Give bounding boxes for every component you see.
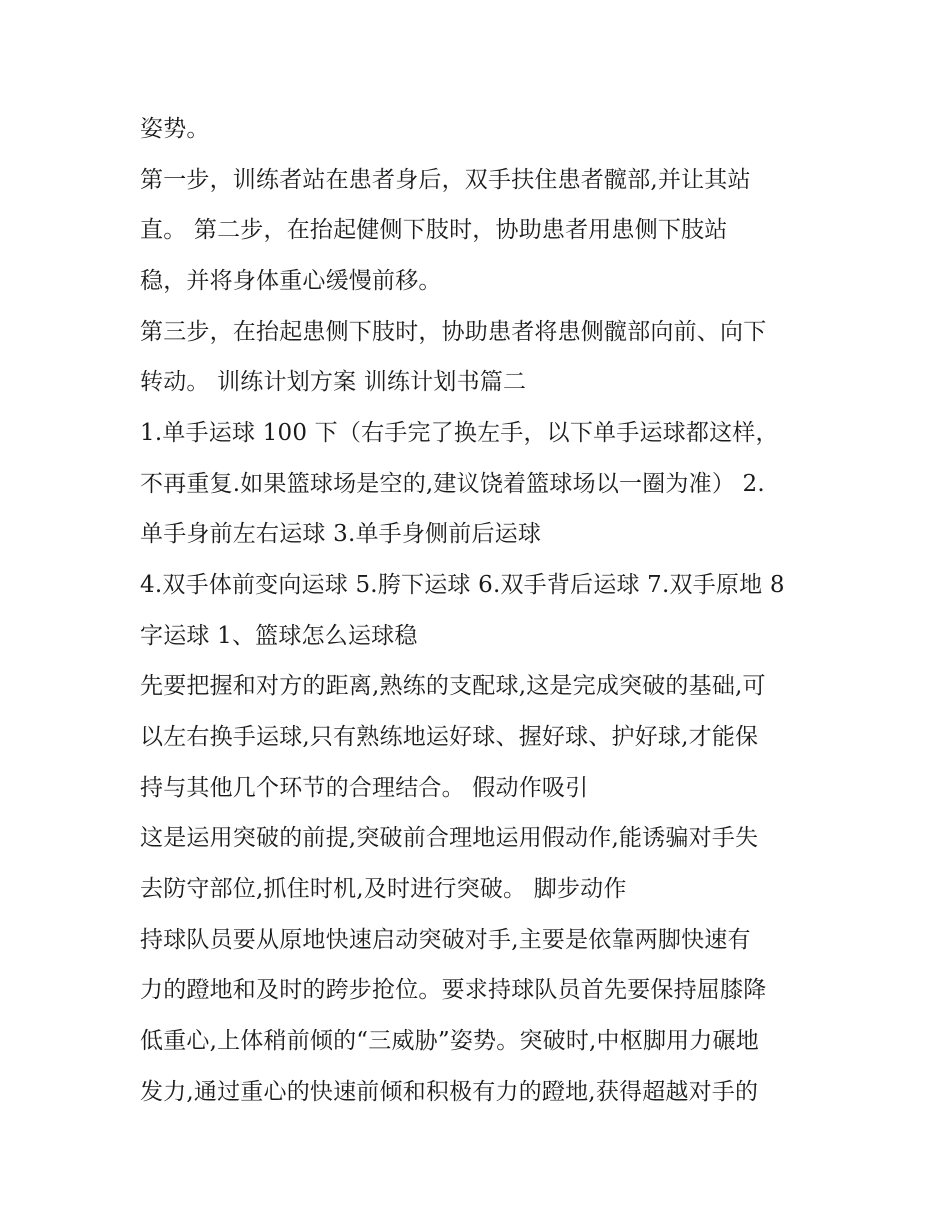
text-line: 姿势。 — [140, 116, 210, 142]
text-line: 单手身前左右运球 3.单手身侧前后运球 — [140, 521, 542, 547]
text-line: 持与其他几个环节的合理结合。 假动作吸引 — [140, 775, 589, 801]
text-line: 持球队员要从原地快速启动突破对手,主要是依靠两脚快速有 — [140, 927, 751, 953]
text-line: 低重心,上体稍前倾的“三威胁”姿势。突破时,中枢脚用力碾地 — [140, 1028, 759, 1054]
text-line: 第三步，在抬起患侧下肢时，协助患者将患侧髋部向前、向下 — [140, 319, 767, 345]
text-line: 4.双手体前变向运球 5.胯下运球 6.双手背后运球 7.双手原地 8 — [140, 572, 785, 598]
text-line: 去防守部位,抓住时机,及时进行突破。 脚步动作 — [140, 876, 627, 902]
text-line: 发力,通过重心的快速前倾和积极有力的蹬地,获得超越对手的 — [140, 1079, 759, 1105]
text-line: 转动。 训练计划方案 训练计划书篇二 — [140, 369, 527, 395]
text-line: 第一步，训练者站在患者身后，双手扶住患者髋部,并让其站 — [140, 167, 751, 193]
text-line: 1.单手运球 100 下（右手完了换左手，以下单手运球都这样， — [140, 420, 779, 446]
text-line: 稳，并将身体重心缓慢前移。 — [140, 268, 442, 294]
text-line: 先要把握和对方的距离,熟练的支配球,这是完成突破的基础,可 — [140, 673, 766, 699]
text-line: 不再重复.如果篮球场是空的,建议饶着篮球场以一圈为准） 2. — [140, 471, 765, 497]
text-line: 直。 第二步，在抬起健侧下肢时，协助患者用患侧下肢站 — [140, 217, 728, 243]
text-line: 这是运用突破的前提,突破前合理地运用假动作,能诱骗对手失 — [140, 825, 759, 851]
text-line: 力的蹬地和及时的跨步抢位。要求持球队员首先要保持屈膝降 — [140, 977, 767, 1003]
text-line: 字运球 1、篮球怎么运球稳 — [140, 623, 418, 649]
text-line: 以左右换手运球,只有熟练地运好球、握好球、护好球,才能保 — [140, 724, 759, 750]
